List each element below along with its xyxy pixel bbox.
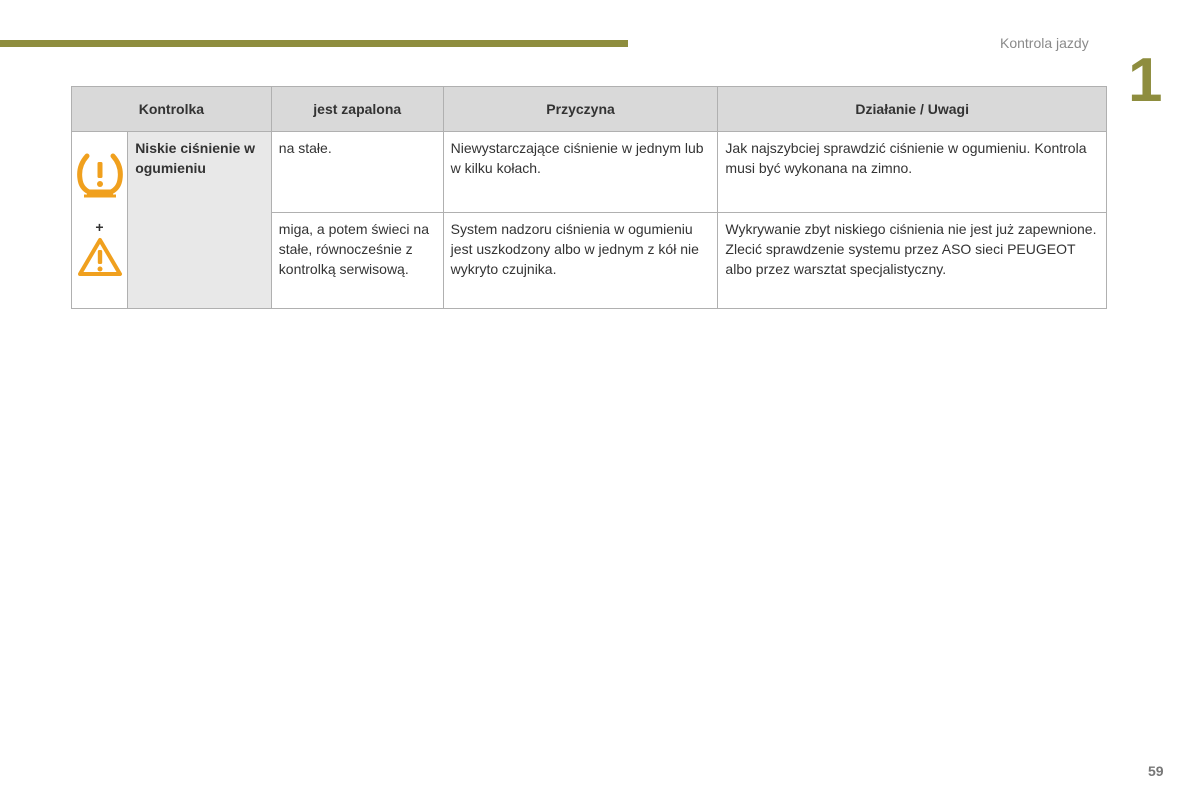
state-cell: miga, a potem świeci na stałe, równocześnie z kontrolką serwisową. (271, 213, 443, 309)
cause-cell: Niewystarczające ciśnienie w jednym lub w kilku kołach. (443, 132, 718, 213)
column-header-jest-zapalona: jest zapalona (271, 87, 443, 132)
column-header-przyczyna: Przyczyna (443, 87, 718, 132)
plus-sign: + (95, 219, 104, 235)
column-header-kontrolka: Kontrolka (72, 87, 272, 132)
table-row (72, 132, 1107, 213)
section-title: Kontrola jazdy (1000, 35, 1089, 51)
indicator-icon-cell (72, 132, 128, 309)
chapter-number: 1 (1128, 46, 1163, 115)
column-header-dzialanie-uwagi: Działanie / Uwagi (718, 87, 1107, 132)
action-cell: Wykrywanie zbyt niskiego ciśnienia nie jest już zapewnione. Zlecić sprawdzenie systemu przez ASO sieci PEUGEOT albo przez warsztat specjalistyczny. (718, 213, 1107, 309)
warning-triangle-icon (77, 236, 123, 278)
action-cell: Jak najszybciej sprawdzić ciśnienie w ogumieniu. Kontrola musi być wykonana na zimno. (718, 132, 1107, 213)
top-accent-rule (0, 40, 628, 47)
cause-cell: System nadzoru ciśnienia w ogumieniu jest uszkodzony albo w jednym z kół nie wykryto czujnika. (443, 213, 718, 309)
table-header-row (72, 87, 1107, 132)
page-number: 59 (1148, 763, 1164, 779)
state-cell: na stałe. (271, 132, 443, 213)
warning-light-table (71, 86, 1107, 309)
indicator-name: Niskie ciśnienie w ogumieniu (128, 132, 272, 309)
tire-pressure-icon (76, 152, 124, 200)
